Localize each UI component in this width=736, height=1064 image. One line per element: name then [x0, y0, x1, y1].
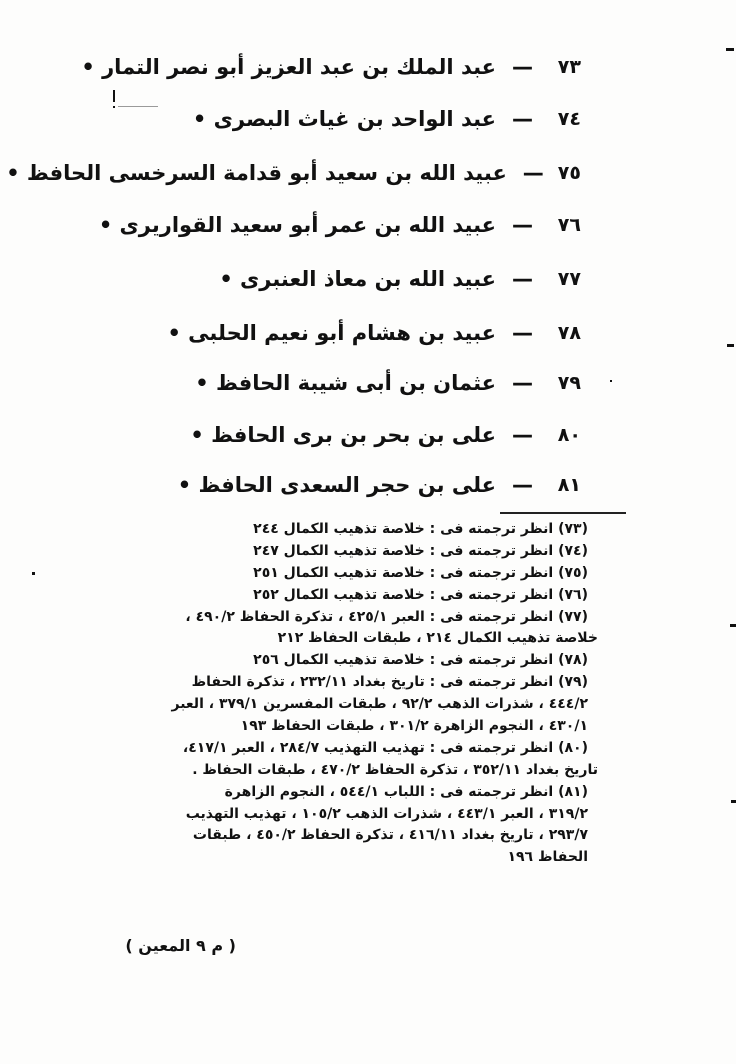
entry-name: عبد الملك بن عبد العزيز أبو نصر التمار • [81, 55, 496, 79]
entry-name: عبيد الله بن معاذ العنبرى • [219, 267, 496, 291]
entry-78 [61, 313, 581, 353]
footnote-line: (٧٧) انظر ترجمته فى : العبر ٤٢٥/١ ، تذكرة الحفاظ ٤٩٠/٢ ، [185, 608, 588, 625]
entry-dash: — [512, 371, 533, 395]
scan-mark [726, 48, 734, 51]
footnote-line: (٨٠) انظر ترجمته فى : تهذيب التهذيب ٢٨٤/٧ ، العبر ٤١٧/١، [182, 739, 588, 756]
footnotes [108, 519, 598, 869]
entry-number: ٧٨ [557, 322, 581, 344]
entry-name: عبيد بن هشام أبو نعيم الحلبى • [167, 321, 496, 345]
scan-mark [113, 106, 115, 108]
entry-73 [61, 47, 581, 87]
page-signature: ( م ٩ المعين ) [125, 936, 236, 955]
footnote-line: ٢٩٣/٧ ، تاريخ بغداد ٤١٦/١١ ، تذكرة الحفاظ ٤٥٠/٢ ، طبقات [192, 827, 588, 844]
entry-number: ٧٦ [557, 214, 581, 236]
footnote-line: ٣١٩/٢ ، العبر ٤٤٣/١ ، شذرات الذهب ١٠٥/٢ ، تهذيب التهذيب [185, 805, 588, 822]
footnote-line: (٧٩) انظر ترجمته فى : تاريخ بغداد ٢٣٢/١١ ، تذكرة الحفاظ [191, 674, 588, 691]
footnote-line: ٤٤٤/٢ ، شذرات الذهب ٩٢/٢ ، طبقات المفسرين ٣٧٩/١ ، العبر [171, 696, 588, 713]
entry-77 [61, 259, 581, 299]
entry-number: ٧٤ [557, 108, 581, 130]
entry-79 [61, 363, 581, 403]
entry-dash: — [512, 107, 533, 131]
entry-name: على بن بحر بن برى الحافظ • [190, 423, 496, 447]
entry-name: عبد الواحد بن غياث البصرى • [192, 107, 496, 131]
footnote-line: الحفاظ ١٩٦ [507, 849, 588, 866]
scan-mark [118, 106, 158, 107]
scan-mark [610, 380, 612, 382]
footnote-line: تاريخ بغداد ٣٥٢/١١ ، تذكرة الحفاظ ٤٧٠/٢ ، طبقات الحفاظ . [192, 761, 598, 778]
scan-mark [727, 344, 734, 347]
entry-dash: — [512, 267, 533, 291]
entry-75 [6, 153, 581, 193]
footnote-line: خلاصة تذهيب الكمال ٢١٤ ، طبقات الحفاظ ٢١٢ [277, 630, 598, 647]
entry-dash: — [512, 423, 533, 447]
entry-76 [61, 205, 581, 245]
scan-mark [730, 624, 736, 627]
entry-number: ٨٠ [557, 424, 581, 446]
footnote-line: (٧٤) انظر ترجمته فى : خلاصة تذهيب الكمال ٢٤٧ [253, 542, 588, 559]
entry-80 [61, 415, 581, 455]
entry-dash: — [512, 55, 533, 79]
entry-number: ٧٩ [557, 372, 581, 394]
entry-81 [61, 465, 581, 505]
entry-number: ٨١ [557, 474, 581, 496]
entry-name: عثمان بن أبى شيبة الحافظ • [195, 371, 496, 395]
footnote-line: (٧٦) انظر ترجمته فى : خلاصة تذهيب الكمال ٢٥٢ [253, 586, 588, 603]
entry-dash: — [512, 213, 533, 237]
entry-74 [61, 99, 581, 139]
entry-number: ٧٣ [557, 56, 581, 78]
footnote-line: (٨١) انظر ترجمته فى : اللباب ٥٤٤/١ ، النجوم الزاهرة [224, 783, 588, 800]
entry-dash: — [512, 321, 533, 345]
entry-name: على بن حجر السعدى الحافظ • [177, 473, 496, 497]
entry-name: عبيد الله بن سعيد أبو قدامة السرخسى الحافظ • [6, 161, 507, 185]
entry-number: ٧٥ [557, 162, 581, 184]
entry-dash: — [522, 161, 544, 185]
footnote-line: (٧٨) انظر ترجمته فى : خلاصة تذهيب الكمال ٢٥٦ [253, 652, 588, 669]
footnote-line: (٧٥) انظر ترجمته فى : خلاصة تذهيب الكمال ٢٥١ [253, 564, 588, 581]
entry-number: ٧٧ [557, 268, 581, 290]
entry-dash: — [512, 473, 533, 497]
entry-name: عبيد الله بن عمر أبو سعيد القواريرى • [98, 213, 496, 237]
footnote-line: (٧٣) انظر ترجمته فى : خلاصة تذهيب الكمال ٢٤٤ [253, 521, 588, 537]
scan-mark [731, 800, 736, 803]
footnote-line: ٤٣٠/١ ، النجوم الزاهرة ٣٠١/٢ ، طبقات الحفاظ ١٩٣ [240, 718, 588, 735]
scan-mark [32, 572, 35, 575]
scan-mark [113, 90, 115, 102]
footnote-divider [500, 512, 626, 514]
